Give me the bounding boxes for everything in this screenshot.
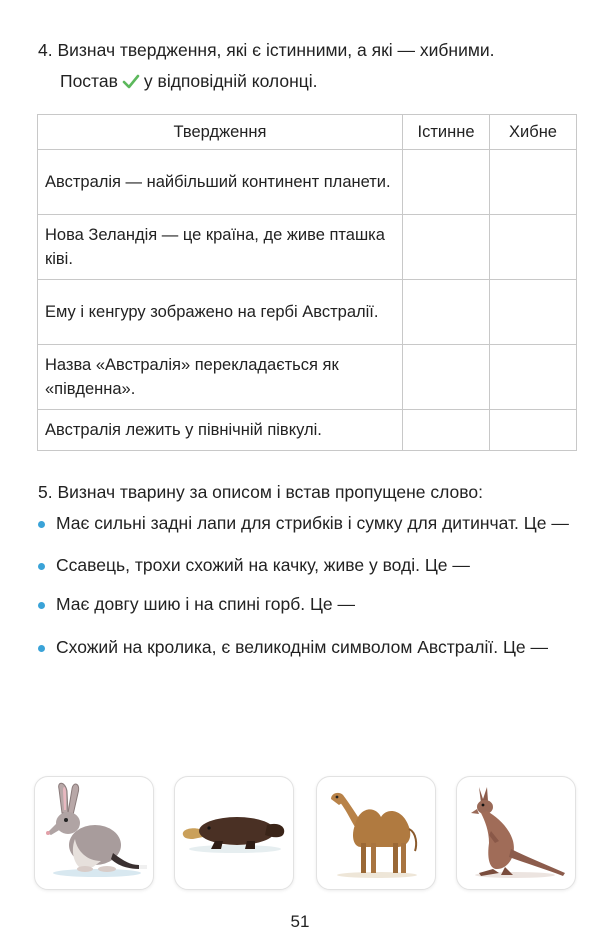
table-row <box>38 215 577 280</box>
bilby-icon <box>35 777 153 889</box>
task-5-heading: 5. Визнач тварину за описом і встав пропущене слово: <box>38 482 483 502</box>
table-row <box>38 410 577 451</box>
description-text: Має довгу шию і на спині горб. Це — <box>56 594 356 614</box>
header-statement: Твердження <box>38 115 403 150</box>
animal-description-list <box>38 510 576 661</box>
header-false: Хибне <box>490 115 577 150</box>
camel-icon <box>317 777 435 889</box>
false-answer-cell[interactable] <box>490 150 577 215</box>
picture-card-camel <box>316 776 436 890</box>
checkmark-icon <box>122 69 140 100</box>
statement-cell: Назва «Австралія» перекладається як «південна». <box>38 345 403 410</box>
list-item <box>38 634 576 661</box>
table-row <box>38 345 577 410</box>
table-header-row <box>38 115 577 150</box>
statement-cell: Нова Зеландія — це країна, де живе пташка ківі. <box>38 215 403 280</box>
bullet-icon <box>38 563 45 570</box>
picture-card-bilby <box>34 776 154 890</box>
true-false-table <box>37 114 577 451</box>
bullet-icon <box>38 602 45 609</box>
platypus-icon <box>175 777 293 889</box>
statement-cell: Австралія — найбільший континент планети. <box>38 150 403 215</box>
statement-cell: Австралія лежить у північній півкулі. <box>38 410 403 451</box>
true-answer-cell[interactable] <box>403 215 490 280</box>
description-text: Ссавець, трохи схожий на качку, живе у воді. Це — <box>56 555 470 575</box>
list-item <box>38 510 576 537</box>
task-4-instruction: 4. Визнач твердження, які є істинними, а які — хибними. <box>38 40 495 60</box>
task-4-instruction-after: у відповідній колонці. <box>143 71 318 91</box>
description-text: Схожий на кролика, є великоднім символом Австралії. Це — <box>56 637 548 657</box>
statement-cell: Ему і кенгуру зображено на гербі Австралії. <box>38 280 403 345</box>
false-answer-cell[interactable] <box>490 410 577 451</box>
list-item <box>38 591 576 618</box>
list-item <box>38 552 576 579</box>
true-answer-cell[interactable] <box>403 150 490 215</box>
page-number: 51 <box>290 912 310 931</box>
description-text: Має сильні задні лапи для стрибків і сумку для дитинчат. Це — <box>56 513 569 533</box>
table-row <box>38 150 577 215</box>
kangaroo-icon <box>457 777 575 889</box>
false-answer-cell[interactable] <box>490 280 577 345</box>
false-answer-cell[interactable] <box>490 215 577 280</box>
bullet-icon <box>38 521 45 528</box>
picture-card-platypus <box>174 776 294 890</box>
false-answer-cell[interactable] <box>490 345 577 410</box>
true-answer-cell[interactable] <box>403 280 490 345</box>
picture-card-kangaroo <box>456 776 576 890</box>
task-4-instruction-before: Постав <box>60 71 118 91</box>
bullet-icon <box>38 645 45 652</box>
header-true: Істинне <box>403 115 490 150</box>
table-row <box>38 280 577 345</box>
task-4-instruction-line2 <box>38 66 583 100</box>
true-answer-cell[interactable] <box>403 410 490 451</box>
true-answer-cell[interactable] <box>403 345 490 410</box>
task-4-heading <box>38 35 583 100</box>
